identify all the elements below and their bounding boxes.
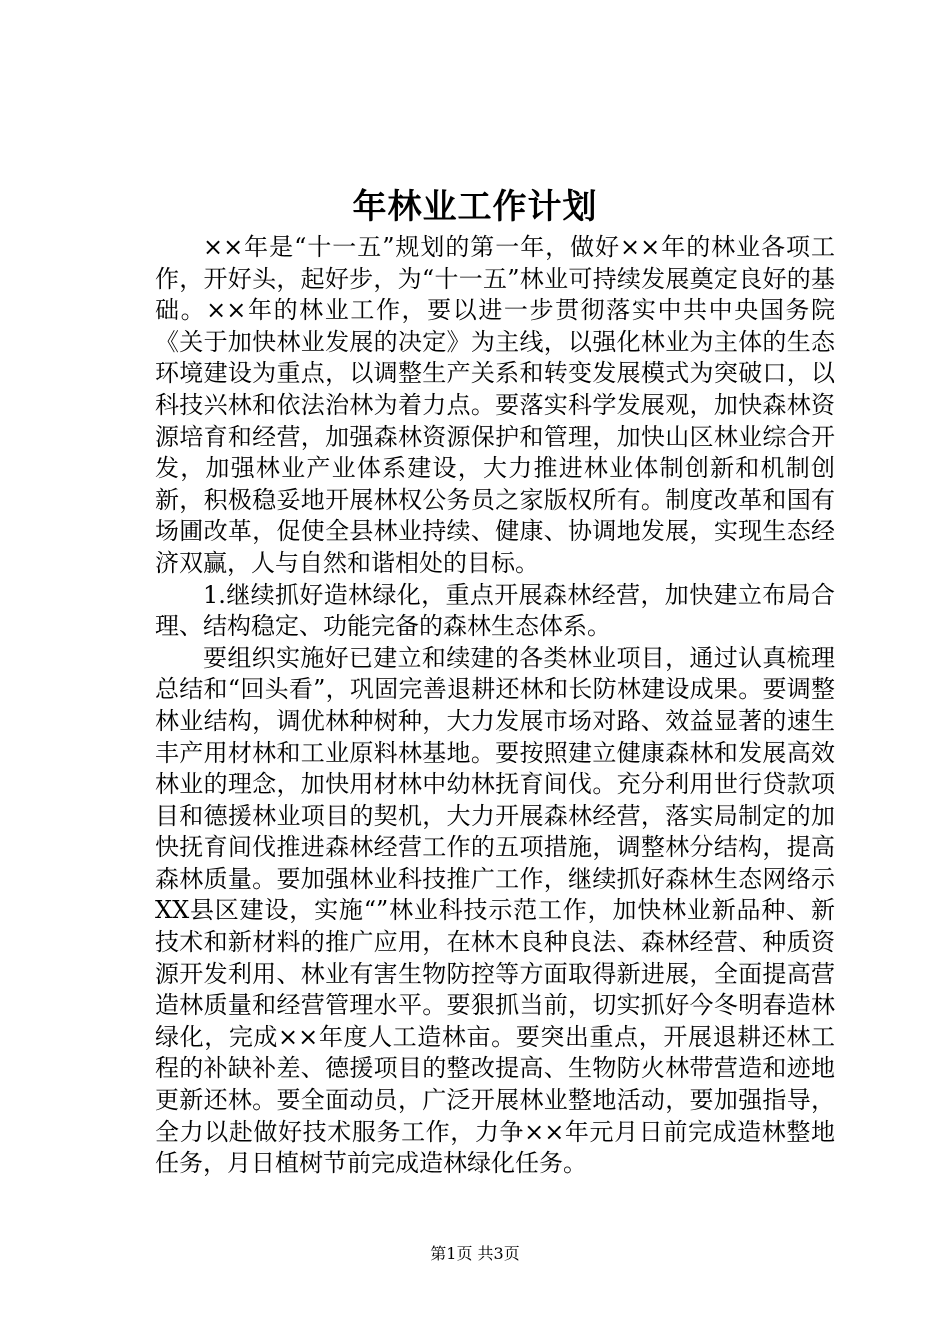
page-number: 第1页 共3页 — [430, 1244, 520, 1263]
paragraph-section-1-heading: 1.继续抓好造林绿化，重点开展森林经营，加快建立布局合理、结构稳定、功能完备的森林生态体系。 — [155, 580, 835, 641]
document-body — [155, 232, 835, 1180]
paragraph-section-1-body: 要组织实施好已建立和续建的各类林业项目，通过认真梳理总结和“回头看”，巩固完善退耕还林和长防林建设成果。要调整林业结构，调优林种树种，大力发展市场对路、效益显著的速生丰产用材林和工业原料林基地。要按照建立健康森林和发展高效林业的理念，加快用材林中幼林抚育间伐。充分利用世行贷款项目和德援林业项目的契机，大力开展森林经营，落实局制定的加快抚育间伐推进森林经营工作的五项措施，调整林分结构，提高森林质量。要加强林业科技推广工作，继续抓好森林生态网络示XX县区建设，实施“”林业科技示范工作，加快林业新品种、新技术和新材料的推广应用，在林木良种良法、森林经营、种质资源开发利用、林业有害生物防控等方面取得新进展，全面提高营造林质量和经营管理水平。要狠抓当前，切实抓好今冬明春造林绿化，完成××年度人工造林亩。要突出重点，开展退耕还林工程的补缺补差、德援项目的整改提高、生物防火林带营造和迹地更新还林。要全面动员，广泛开展林业整地活动，要加强指导，全力以赴做好技术服务工作，力争××年元月日前完成造林整地任务，月日植树节前完成造林绿化任务。 — [155, 643, 835, 1178]
document-title: 年林业工作计划 — [352, 187, 598, 227]
paragraph-intro: ××年是“十一五”规划的第一年，做好××年的林业各项工作，开好头，起好步，为“十一五”林业可持续发展奠定良好的基础。××年的林业工作，要以进一步贯彻落实中共中央国务院《关于加快林业发展的决定》为主线，以强化林业为主体的生态环境建设为重点，以调整生产关系和转变发展模式为突破口，以科技兴林和依法治林为着力点。要落实科学发展观，加快森林资源培育和经营，加强森林资源保护和管理，加快山区林业综合开发，加强林业产业体系建设，大力推进林业体制创新和机制创新，积极稳妥地开展林权公务员之家版权所有。制度改革和国有场圃改革，促使全县林业持续、健康、协调地发展，实现生态经济双赢，人与自然和谐相处的目标。 — [155, 233, 835, 577]
